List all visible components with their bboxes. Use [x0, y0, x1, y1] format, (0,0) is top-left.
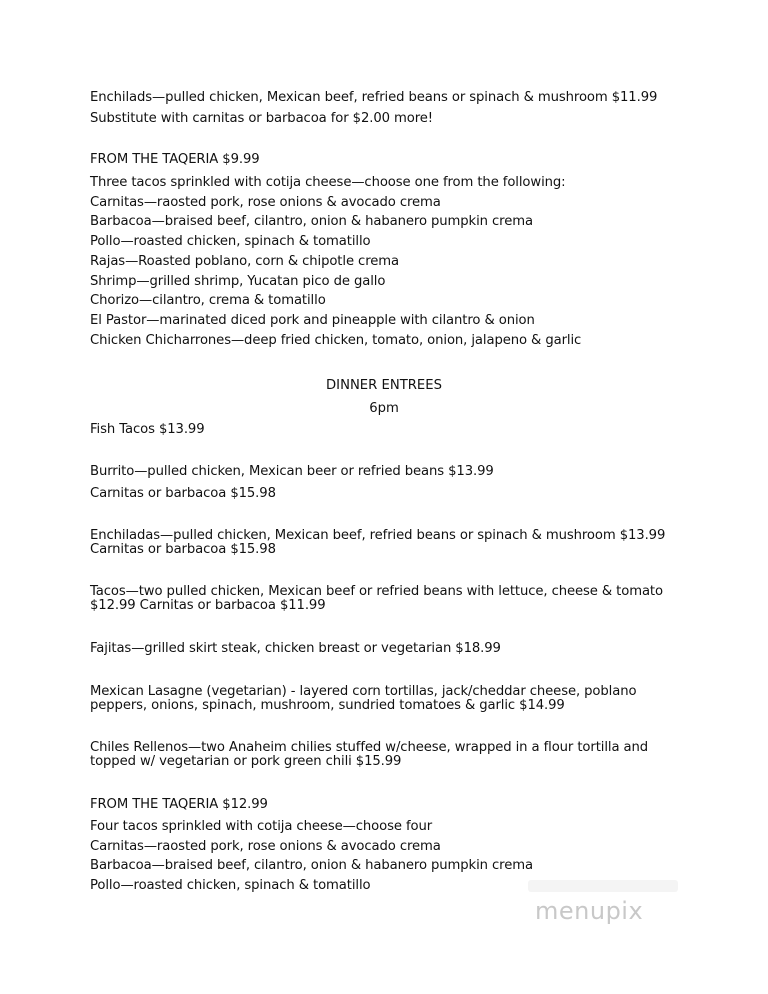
lasagne-item: Mexican Lasagne (vegetarian) - layered corn tortillas, jack/cheddar cheese, poblano peppers, onions, spinach, mushroom, sundried tomatoes & garlic $14.99 — [90, 684, 637, 713]
tacos-item: Tacos—two pulled chicken, Mexican beef or refried beans with lettuce, cheese & tomato $12.99 Carnitas or barbacoa $11.99 — [90, 584, 663, 613]
menupix-watermark: menupix — [535, 897, 644, 925]
enchiladas-item: Enchiladas—pulled chicken, Mexican beef, refried beans or spinach & mushroom $13.99 Carnitas or barbacoa $15.98 — [90, 528, 666, 557]
substitute-note: Substitute with carnitas or barbacoa for $2.00 more! — [90, 111, 433, 126]
taqueria-dinner-intro: Four tacos sprinkled with cotija cheese—choose four — [90, 819, 433, 834]
fajitas-item: Fajitas—grilled skirt steak, chicken breast or vegetarian $18.99 — [90, 641, 501, 656]
fish-tacos-item: Fish Tacos $13.99 — [90, 422, 205, 437]
list-item: Pollo—roasted chicken, spinach & tomatillo — [90, 234, 371, 249]
taqueria-dinner-heading: FROM THE TAQERIA $12.99 — [90, 797, 268, 812]
watermark-strip — [528, 880, 678, 892]
dinner-title: DINNER ENTREES — [326, 378, 442, 393]
taqueria-lunch-heading: FROM THE TAQERIA $9.99 — [90, 152, 260, 167]
taqueria-lunch-intro: Three tacos sprinkled with cotija cheese—choose one from the following: — [90, 175, 566, 190]
list-item: Rajas—Roasted poblano, corn & chipotle crema — [90, 254, 399, 269]
list-item: Carnitas—raosted pork, rose onions & avocado crema — [90, 839, 441, 854]
list-item: Pollo—roasted chicken, spinach & tomatillo — [90, 878, 371, 893]
burrito-item: Burrito—pulled chicken, Mexican beer or refried beans $13.99 — [90, 464, 494, 479]
list-item: Shrimp—grilled shrimp, Yucatan pico de gallo — [90, 274, 386, 289]
list-item: Barbacoa—braised beef, cilantro, onion & habanero pumpkin crema — [90, 214, 533, 229]
list-item: Carnitas—raosted pork, rose onions & avocado crema — [90, 195, 441, 210]
chiles-rellenos-item: Chiles Rellenos—two Anaheim chilies stuffed w/cheese, wrapped in a flour tortilla and topped w/ vegetarian or pork green chili $15.99 — [90, 740, 649, 769]
list-item: Chorizo—cilantro, crema & tomatillo — [90, 293, 326, 308]
burrito-substitute: Carnitas or barbacoa $15.98 — [90, 486, 276, 501]
list-item: Barbacoa—braised beef, cilantro, onion & habanero pumpkin crema — [90, 858, 533, 873]
enchilads-lunch-item: Enchilads—pulled chicken, Mexican beef, refried beans or spinach & mushroom $11.99 — [90, 90, 658, 105]
dinner-time: 6pm — [369, 401, 399, 416]
list-item: El Pastor—marinated diced pork and pineapple with cilantro & onion — [90, 313, 535, 328]
list-item: Chicken Chicharrones—deep fried chicken, tomato, onion, jalapeno & garlic — [90, 333, 582, 348]
